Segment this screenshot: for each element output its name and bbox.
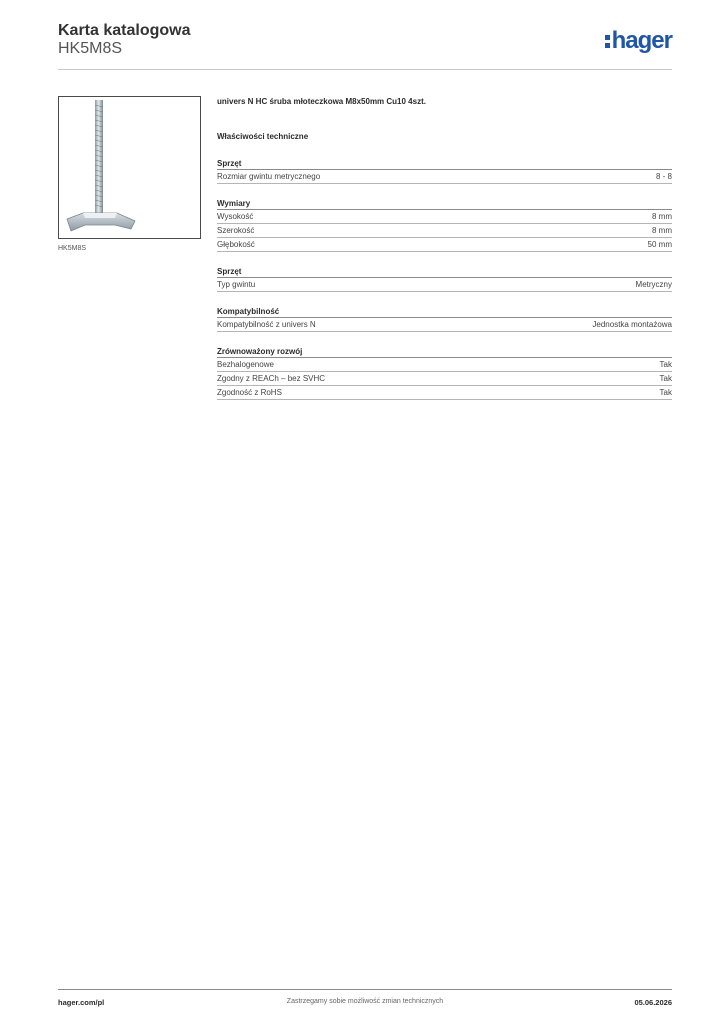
spec-row — [217, 318, 672, 332]
group-title: Kompatybilność — [217, 306, 672, 318]
section-title: Właściwości techniczne — [217, 132, 309, 141]
spec-row — [217, 372, 672, 386]
spec-group-thread — [217, 266, 672, 292]
spec-value: Tak — [659, 374, 672, 383]
spec-label: Rozmiar gwintu metrycznego — [217, 172, 321, 181]
document-title: Karta katalogowa — [58, 22, 191, 39]
spec-row — [217, 224, 672, 238]
spec-value: 8 mm — [652, 226, 672, 235]
spec-value: Tak — [659, 388, 672, 397]
spec-label: Zgodny z REACh – bez SVHC — [217, 374, 326, 383]
spec-label: Głębokość — [217, 240, 255, 249]
spec-value: 8 - 8 — [655, 172, 672, 181]
spec-label: Wysokość — [217, 212, 254, 221]
spec-group-dimensions — [217, 198, 672, 252]
spec-value: Metryczny — [635, 280, 672, 289]
group-title: Wymiary — [217, 198, 672, 210]
spec-row — [217, 210, 672, 224]
group-title: Sprzęt — [217, 266, 672, 278]
page-footer — [58, 989, 672, 1011]
page-header — [58, 20, 672, 70]
image-caption: HK5M8S — [58, 245, 87, 252]
product-name: univers N HC śruba młoteczkowa M8x50mm Cu10 4szt. — [217, 97, 426, 106]
specifications — [217, 96, 672, 400]
spec-label: Bezhalogenowe — [217, 360, 274, 369]
spec-label: Typ gwintu — [217, 280, 256, 289]
product-image — [58, 96, 201, 239]
spec-row — [217, 386, 672, 400]
spec-value: 8 mm — [652, 212, 672, 221]
disclaimer: Zastrzegamy sobie możliwość zmian technicznych — [286, 998, 444, 1005]
spec-row — [217, 238, 672, 252]
spec-label: Kompatybilność z univers N — [217, 320, 316, 329]
spec-group-sustainability — [217, 346, 672, 400]
hager-logo — [605, 28, 672, 54]
spec-label: Szerokość — [217, 226, 255, 235]
group-title: Zrównoważony rozwój — [217, 346, 672, 358]
spec-row — [217, 358, 672, 372]
spec-value: Jednostka montażowa — [592, 320, 672, 329]
website-link[interactable]: hager.com/pl — [58, 998, 105, 1007]
group-title: Sprzęt — [217, 158, 672, 170]
spec-group-hardware — [217, 158, 672, 184]
spec-label: Zgodność z RoHS — [217, 388, 282, 397]
document-date: 05.06.2026 — [634, 998, 672, 1007]
spec-row — [217, 278, 672, 292]
product-code: HK5M8S — [58, 40, 123, 57]
hammer-head-bolt-image — [59, 97, 200, 238]
spec-row — [217, 170, 672, 184]
spec-value: 50 mm — [647, 240, 672, 249]
spec-value: Tak — [659, 360, 672, 369]
spec-group-compatibility — [217, 306, 672, 332]
logo-dots-icon — [605, 35, 610, 48]
logo-text: hager — [611, 27, 672, 54]
